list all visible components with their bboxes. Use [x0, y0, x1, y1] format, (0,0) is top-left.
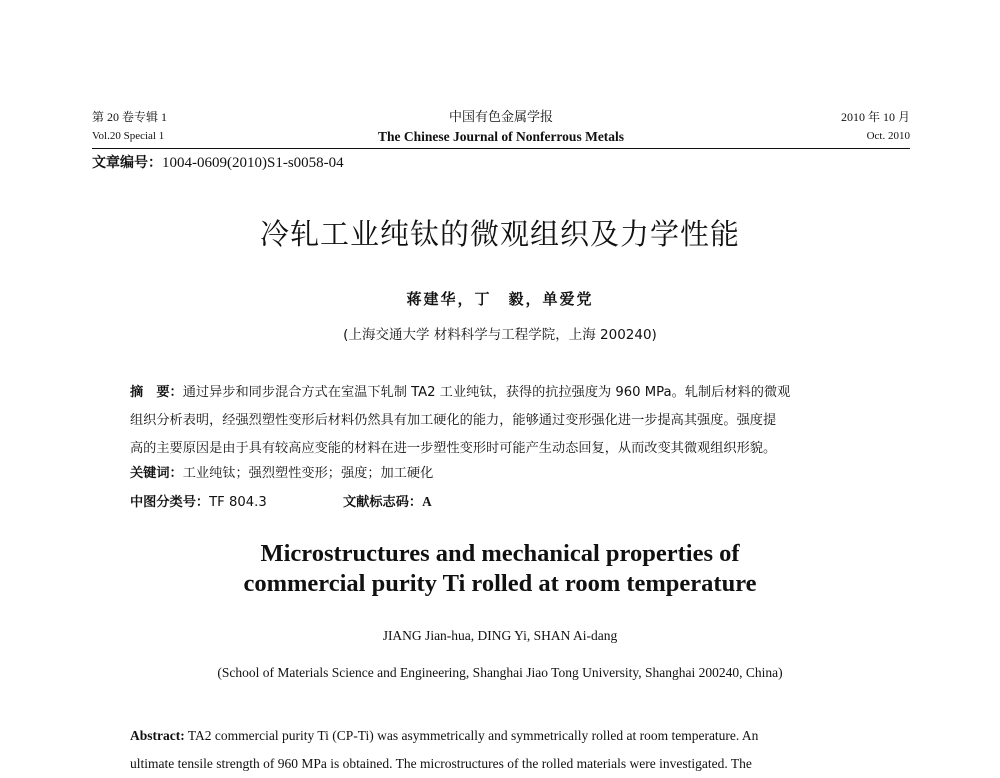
keywords-cn	[130, 462, 433, 481]
issue-date	[841, 108, 910, 146]
paper-title-en	[0, 539, 1000, 599]
abstract-cn	[130, 379, 880, 463]
document-code-value: A	[422, 494, 432, 509]
issue-date-en: Oct. 2010	[866, 130, 910, 142]
journal-name-cn: 中国有色金属学报	[448, 110, 553, 125]
abstract-en-text-1: TA2 commercial purity Ti (CP-Ti) was asymmetrically and symmetrically rolled at room temperature. An	[184, 728, 759, 743]
authors-cn: 蒋建华，丁 毅，单爱党	[406, 290, 594, 308]
abstract-en-line-2: ultimate tensile strength of 960 MPa is obtained. The microstructures of the rolled materials were investigated. The	[130, 756, 752, 771]
paper-title-cn: 冷轧工业纯钛的微观组织及力学性能	[259, 217, 740, 251]
abstract-en	[130, 722, 880, 778]
affiliation-en: (School of Materials Science and Engineering, Shanghai Jiao Tong University, Shanghai 200240, China)	[217, 665, 783, 680]
document-code-label: 文献标志码：	[343, 495, 423, 510]
abstract-cn-label: 摘 要：	[130, 385, 183, 400]
issue-date-cn: 2010 年 10 月	[840, 110, 910, 124]
keywords-cn-label: 关键词：	[130, 466, 183, 481]
affiliation-cn: (上海交通大学 材料科学与工程学院，上海 200240)	[343, 327, 657, 343]
paper-title-en-line-2: commercial purity Ti rolled at room temperature	[243, 570, 757, 597]
abstract-cn-text-1: 通过异步和同步混合方式在室温下轧制 TA2 工业纯钛，获得的抗拉强度为 960 MPa。轧制后材料的微观	[182, 385, 791, 400]
document-code	[343, 491, 432, 510]
volume-en: Vol.20 Special 1	[92, 130, 165, 142]
clc-value: TF 804.3	[209, 495, 267, 510]
keywords-cn-value: 工业纯钛；强烈塑性变形；强度；加工硬化	[182, 466, 434, 481]
classification-cn	[130, 491, 432, 510]
article-number-label: 文章编号：	[92, 155, 162, 171]
article-number-value: 1004-0609(2010)S1-s0058-04	[162, 155, 344, 171]
clc-label: 中图分类号：	[130, 495, 210, 510]
abstract-cn-line-1	[130, 379, 880, 407]
volume-cn: 第 20 卷专辑 1	[92, 110, 168, 124]
authors-en: JIANG Jian-hua, DING Yi, SHAN Ai-dang	[382, 628, 618, 643]
abstract-cn-line-2: 组织分析表明，经强烈塑性变形后材料仍然具有加工硬化的能力，能够通过变形强化进一步提高其强度。强度提	[130, 413, 777, 428]
article-number	[92, 152, 344, 172]
paper-title-en-line-1: Microstructures and mechanical properties of	[260, 540, 740, 567]
running-header	[92, 108, 910, 149]
abstract-en-label: Abstract:	[130, 728, 185, 743]
abstract-en-line-1	[130, 722, 880, 750]
abstract-cn-line-3: 高的主要原因是由于具有较高应变能的材料在进一步塑性变形时可能产生动态回复，从而改变其微观组织形貌。	[130, 441, 777, 456]
journal-name	[92, 108, 910, 146]
journal-name-en: The Chinese Journal of Nonferrous Metals	[377, 129, 625, 144]
